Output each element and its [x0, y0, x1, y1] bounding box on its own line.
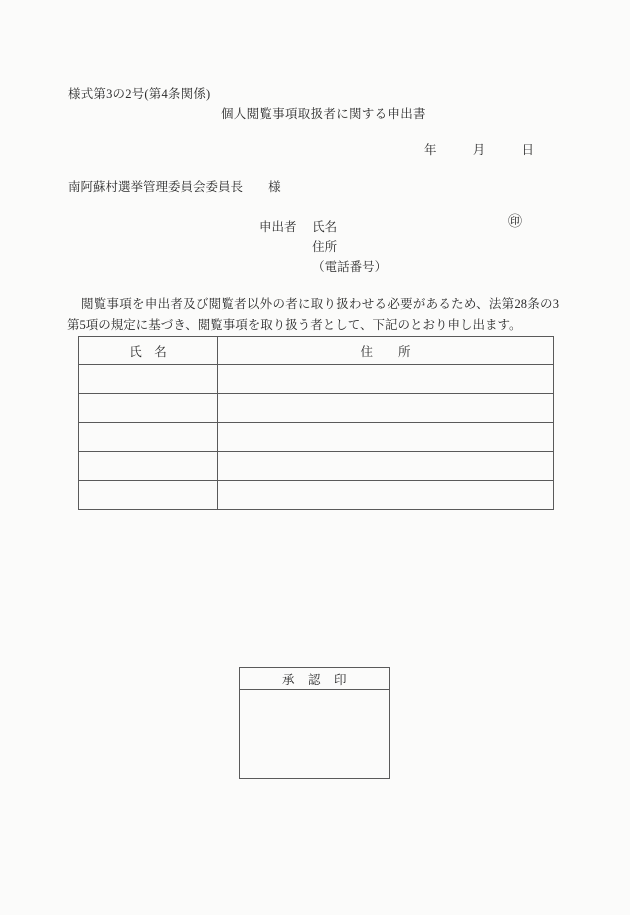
- column-header-address: 住 所: [218, 337, 554, 365]
- applicant-address-label: 住所: [312, 240, 338, 254]
- table-row: [79, 394, 554, 423]
- approval-stamp-area[interactable]: [240, 690, 389, 779]
- applicant-block: [259, 215, 522, 277]
- month-label: 月: [472, 143, 486, 157]
- table-row: [79, 452, 554, 481]
- day-label: 日: [521, 143, 535, 157]
- cell-address[interactable]: [218, 365, 554, 394]
- cell-name[interactable]: [79, 365, 218, 394]
- applicant-role-label: 申出者: [259, 220, 297, 234]
- applicant-name-label: 氏名: [312, 220, 338, 234]
- addressee: [68, 177, 281, 195]
- approval-header-label: 承 認 印: [240, 668, 389, 690]
- cell-address[interactable]: [218, 481, 554, 510]
- cell-address[interactable]: [218, 452, 554, 481]
- approval-stamp-box: [239, 667, 390, 779]
- applicant-phone-label: （電話番号）: [312, 260, 388, 274]
- applicant-name-row: [259, 215, 522, 237]
- table-row: [79, 423, 554, 452]
- addressee-name: 南阿蘇村選挙管理委員会委員長: [68, 180, 244, 194]
- addressee-honorific: 様: [268, 180, 281, 194]
- applicant-address-row: [259, 237, 387, 257]
- column-header-name: 氏 名: [79, 337, 218, 365]
- handler-table: [78, 336, 554, 510]
- cell-address[interactable]: [218, 423, 554, 452]
- document-title: 個人閲覧事項取扱者に関する申出書: [221, 107, 426, 121]
- applicant-phone-row: [259, 257, 387, 277]
- cell-name[interactable]: [79, 423, 218, 452]
- table-header-row: [79, 337, 554, 365]
- cell-name[interactable]: [79, 481, 218, 510]
- seal-icon: ㊞: [508, 215, 522, 230]
- cell-name[interactable]: [79, 452, 218, 481]
- form-number: 様式第3の2号(第4条関係): [68, 87, 211, 101]
- body-paragraph: 閲覧事項を申出者及び閲覧者以外の者に取り扱わせる必要があるため、法第28条の3第5項の規定に基づき、閲覧事項を取り扱う者として、下記のとおり申し出ます。: [67, 297, 559, 332]
- year-label: 年: [424, 143, 437, 157]
- table-row: [79, 365, 554, 394]
- table-row: [79, 481, 554, 510]
- date-line: [424, 140, 534, 158]
- cell-address[interactable]: [218, 394, 554, 423]
- cell-name[interactable]: [79, 394, 218, 423]
